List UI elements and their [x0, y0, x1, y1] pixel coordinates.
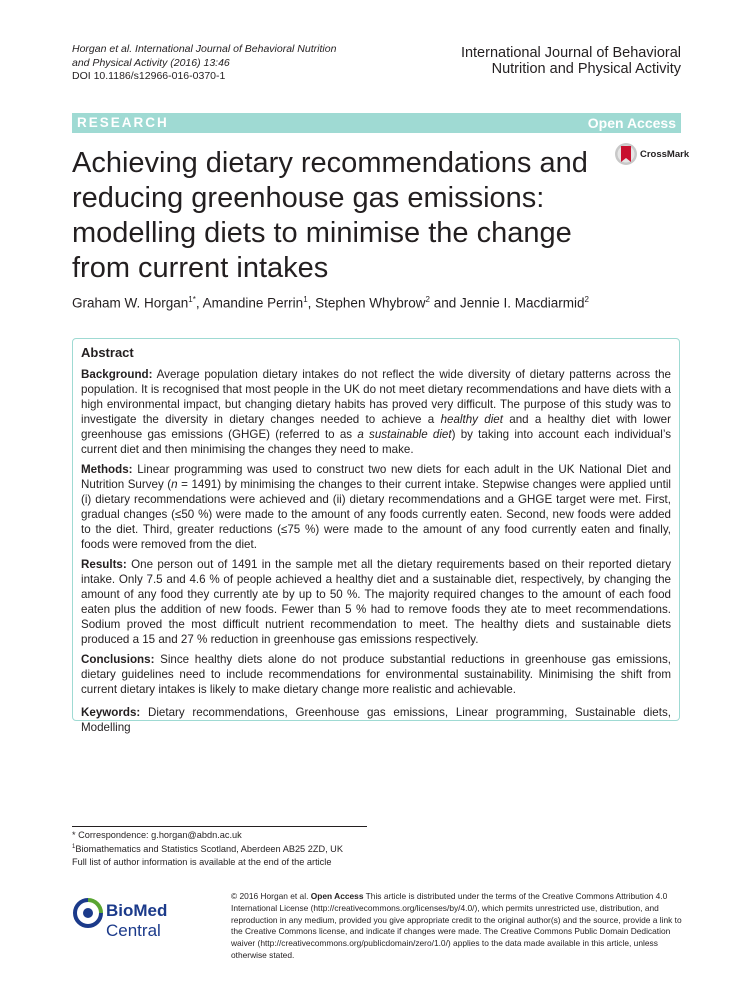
abstract-box: [72, 338, 680, 734]
abstract-methods: Methods: Linear programming was used to construct two new diets for each adult in the UK National Diet and Nutrition Survey (n = 1491) by minimising the changes to their current intake. Stepwise changes were applied until (i) dietary recommendations were achieved and (ii) dietary recommendations and a GHGE target were met. First, gradual changes (≤50 %) were made to the amount of any foods currently eaten. Second, new foods were added to the diet. Third, greater reductions (≤75 %) were made to the amount of any food currently eaten and finally, foods were removed from the diet.: [81, 463, 671, 551]
biomed-central-wordmark: BioMed Central: [106, 901, 168, 940]
open-access-label: Open Access: [587, 115, 676, 131]
section-label: Background:: [81, 368, 153, 381]
crossmark-badge[interactable]: [614, 141, 690, 171]
doi-line: DOI 10.1186/s12966-016-0370-1: [72, 70, 226, 82]
author-conjunction: and: [433, 295, 457, 311]
abstract-background: Background: Average population dietary intakes do not reflect the wide diversity of dietary patterns across the population. It is recognised that most people in the UK do not meet dietary recommendations and have diets with a high environmental impact, but changing dietary habits has proved very difficult. The purpose of this study was to investigate the diversity in dietary changes needed to achieve a healthy diet and a healthy diet with lower greenhouse gas emissions (GHGE) (referred to as a sustainable diet) by taking into account each individual’s current diet and then minimising the changes they need to make.: [81, 368, 671, 456]
citation-line-2: and Physical Activity (2016) 13:46: [72, 56, 230, 69]
citation-line-1: Horgan et al. International Journal of Behavioral Nutrition: [72, 43, 337, 55]
section-label: Conclusions:: [81, 653, 155, 666]
author-affiliation-marker: 2: [425, 295, 430, 304]
section-label: Results:: [81, 558, 127, 571]
article-type-banner: [72, 113, 681, 133]
author-info-note: Full list of author information is available at the end of the article: [72, 856, 332, 867]
article-title: Achieving dietary recommendations and reducing greenhouse gas emissions: modelling diets to minimise the change from current intakes: [72, 147, 588, 284]
affiliation-note: $^1$Biomathematics and Statistics Scotland, Aberdeen AB25 2ZD, UK: [72, 844, 343, 855]
section-label: Methods:: [81, 463, 133, 476]
journal-name-line-1: International Journal of Behavioral: [460, 45, 681, 61]
abstract-heading: Abstract: [81, 345, 134, 360]
crossmark-label: CrossMark: [640, 149, 690, 160]
abstract-results: Results: One person out of 1491 in the sample met all the dietary requirements based on their reported dietary intake. Only 7.5 and 4.6 % of people achieved a healthy diet and a sustainable diet, respectively, by changing the amount of any food they currently ate by up to 50 %. The majority required changes to the amount of each food eaten plus the addition of new foods. Fewer than 5 % had to remove foods they ate to meet recommendations. Sodium proved the most difficult nutrient recommendation to meet. The healthy diets and sustainable diets produced a 15 and 27 % reduction in greenhouse gas emissions respectively.: [81, 558, 671, 646]
author-name[interactable]: Stephen Whybrow: [315, 295, 426, 311]
biomed-central-logo[interactable]: [72, 893, 217, 940]
abstract-keywords: Keywords: Dietary recommendations, Greenhouse gas emissions, Linear programming, Sustainable diets, Modelling: [81, 706, 671, 734]
crossmark-icon: [614, 141, 638, 167]
abstract-conclusions: Conclusions: Since healthy diets alone do not produce substantial reductions in greenhouse gas emissions, dietary guidelines need to include recommendations for environmental sustainability. Minimising the shift from current dietary intakes is likely to make dietary change more realistic and achievable.: [81, 653, 671, 696]
footnote-divider: [72, 826, 367, 827]
author-affiliation-marker: 2: [584, 295, 589, 304]
journal-name: [461, 45, 681, 77]
author-affiliation-marker: 1*: [188, 295, 196, 304]
footnotes: [72, 829, 343, 868]
author-name[interactable]: Jennie I. Macdiarmid: [459, 295, 585, 311]
author-name[interactable]: Amandine Perrin: [202, 295, 304, 311]
correspondence-note[interactable]: * Correspondence: g.horgan@abdn.ac.uk: [72, 830, 242, 840]
author-name[interactable]: Graham W. Horgan: [72, 295, 189, 311]
journal-name-line-2: Nutrition and Physical Activity: [491, 61, 681, 77]
article-type-label: RESEARCH: [77, 115, 169, 130]
license-statement: © 2016 Horgan et al. Open Access This article is distributed under the terms of the Creative Commons Attribution 4.0 International License (http://creativecommons.org/licenses/by/4.0/), which permits unrestricted use, distribution, and reproduction in any medium, provided you give appropriate credit to the original author(s) and the source, provide a link to the Creative Commons license, and indicate if changes were made. The Creative Commons Public Domain Dedication waiver (http://creativecommons.org/publicdomain/zero/1.0/) applies to the data made available in this article, unless otherwise stated.: [231, 891, 682, 960]
open-access-label: Open Access: [310, 891, 364, 901]
author-affiliation-marker: 1: [303, 295, 308, 304]
biomed-central-icon: [72, 897, 104, 929]
author-list: Graham W. Horgan$^{1*}$, Amandine Perrin$^1$, Stephen Whybrow$^2$ and Jennie I. Macdiarmid$^2$: [72, 295, 589, 311]
section-label: Keywords:: [81, 706, 141, 719]
citation-block: [72, 43, 372, 84]
